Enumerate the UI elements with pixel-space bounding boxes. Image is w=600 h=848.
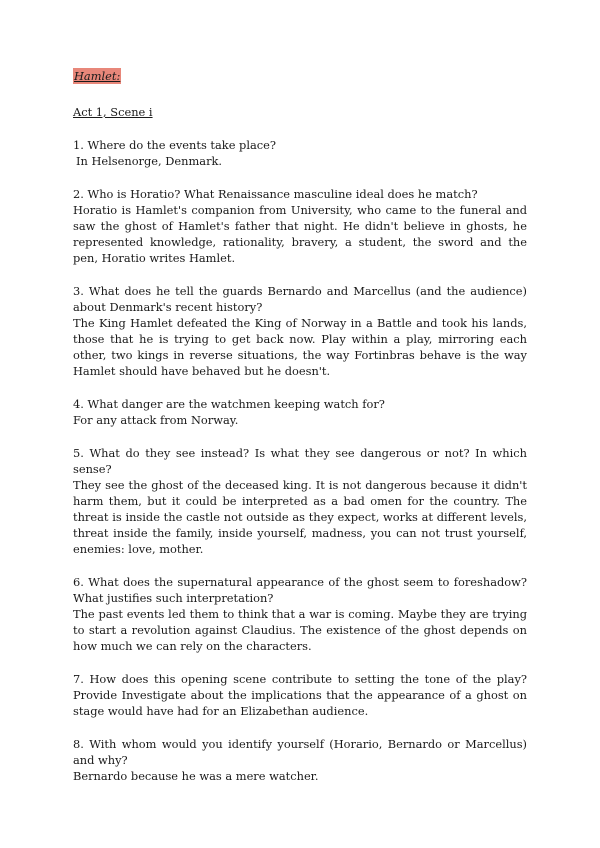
qa-item-2 — [73, 186, 527, 266]
answer-6: The past events led them to think that a war is coming. Maybe they are trying to start a revolution against Claudius. The existence of the ghost depends on how much we can rely on the characters. — [73, 607, 527, 653]
document-title: Hamlet: — [74, 69, 121, 83]
answer-5: They see the ghost of the deceased king. It is not dangerous because it didn't harm them, but it could be interpreted as a bad omen for the country. The threat is inside the castle not outside as they expect, works at different levels, threat inside the family, inside yourself, madness, you can not trust yourself, enemies: love, mother. — [73, 478, 527, 556]
answer-4: For any attack from Norway. — [73, 413, 239, 427]
question-8: 8. With whom would you identify yourself (Horario, Bernardo or Marcellus) and why? — [73, 737, 527, 767]
qa-item-7 — [73, 671, 527, 719]
question-5: 5. What do they see instead? Is what they see dangerous or not? In which sense? — [73, 446, 527, 476]
document-page — [73, 68, 527, 801]
qa-item-1 — [73, 137, 527, 169]
question-4: 4. What danger are the watchmen keeping watch for? — [73, 397, 385, 411]
qa-item-5 — [73, 445, 527, 557]
question-2: 2. Who is Horatio? What Renaissance masculine ideal does he match? — [73, 187, 478, 201]
answer-3: The King Hamlet defeated the King of Norway in a Battle and took his lands, those that he is trying to get back now. Play within a play, mirroring each other, two kings in reverse situations, the way Fortinbras behave is the way Hamlet should have behaved but he doesn't. — [73, 316, 527, 378]
qa-item-4 — [73, 396, 527, 428]
qa-item-6 — [73, 574, 527, 654]
answer-2: Horatio is Hamlet's companion from University, who came to the funeral and saw the ghost of Hamlet's father that night. He didn't believe in ghosts, he represented knowledge, rationality, bravery, a student, the sword and the pen, Horatio writes Hamlet. — [73, 203, 527, 265]
question-7: 7. How does this opening scene contribute to setting the tone of the play? Provide Investigate about the implications that the appearance of a ghost on stage would have had for an Elizabethan audience. — [73, 672, 527, 718]
qa-item-3 — [73, 283, 527, 379]
scene-heading: Act 1, Scene i — [73, 105, 153, 119]
answer-8: Bernardo because he was a mere watcher. — [73, 769, 319, 783]
question-1: 1. Where do the events take place? — [73, 138, 277, 152]
question-3: 3. What does he tell the guards Bernardo and Marcellus (and the audience) about Denmark's recent history? — [73, 284, 527, 314]
answer-1: In Helsenorge, Denmark. — [76, 154, 223, 168]
qa-item-8 — [73, 736, 527, 784]
question-6: 6. What does the supernatural appearance of the ghost seem to foreshadow? What justifies such interpretation? — [73, 575, 527, 605]
